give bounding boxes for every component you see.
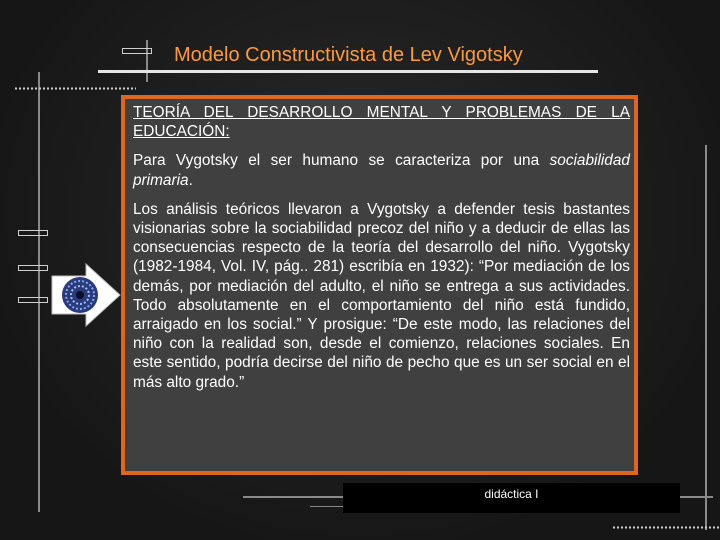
decor-tag-1 — [18, 230, 48, 236]
decor-tag-top — [122, 48, 152, 54]
decor-tag-3 — [18, 297, 48, 303]
paragraph-1-end: . — [188, 171, 193, 189]
paragraph-1-italic: sociabilidad primaria — [133, 152, 630, 189]
section-heading: TEORÍA DEL DESARROLLO MENTAL Y PROBLEMAS DE LA EDUCACIÓN: — [133, 104, 630, 141]
decor-vertical-line-center — [146, 40, 148, 82]
content-text — [133, 103, 630, 402]
decor-vertical-line-right — [705, 145, 707, 530]
decor-tag-2 — [18, 265, 48, 271]
decor-dotted-line-top — [14, 87, 136, 90]
decor-vertical-line-left — [38, 72, 40, 512]
arrow-right-icon — [50, 262, 122, 328]
footer-label: didáctica I — [343, 483, 680, 513]
content-panel — [121, 95, 638, 475]
paragraph-1 — [133, 151, 630, 189]
paragraph-2: Los análisis teóricos llevaron a Vygotsky a defender tesis bastantes visionarias sobre la sociabilidad precoz del niño y a deducir de ellas las consecuencias respecto de la teoría del desarrollo del niño. Vygotsky (1982-1984, Vol. IV, pág.. 281) escribía en 1932): “Por mediación de los demás, por mediación del adulto, el niño se entrega a sus actividades. Todo absolutamente en el comportamiento del niño está fundido, arraigado en los social.” Y prosigue: “De este modo, las relaciones del niño con la realidad son, desde el comienzo, relaciones sociales. En este sentido, podría decirse del niño de pecho que es un ser social en el más alto grado.” — [133, 200, 630, 391]
paragraph-1-text: Para Vygotsky el ser humano se caracteriza por una — [133, 152, 550, 170]
slide-title: Modelo Constructivista de Lev Vigotsky — [174, 44, 523, 66]
decor-dotted-line-bottom — [612, 526, 720, 529]
title-underline — [98, 70, 598, 73]
